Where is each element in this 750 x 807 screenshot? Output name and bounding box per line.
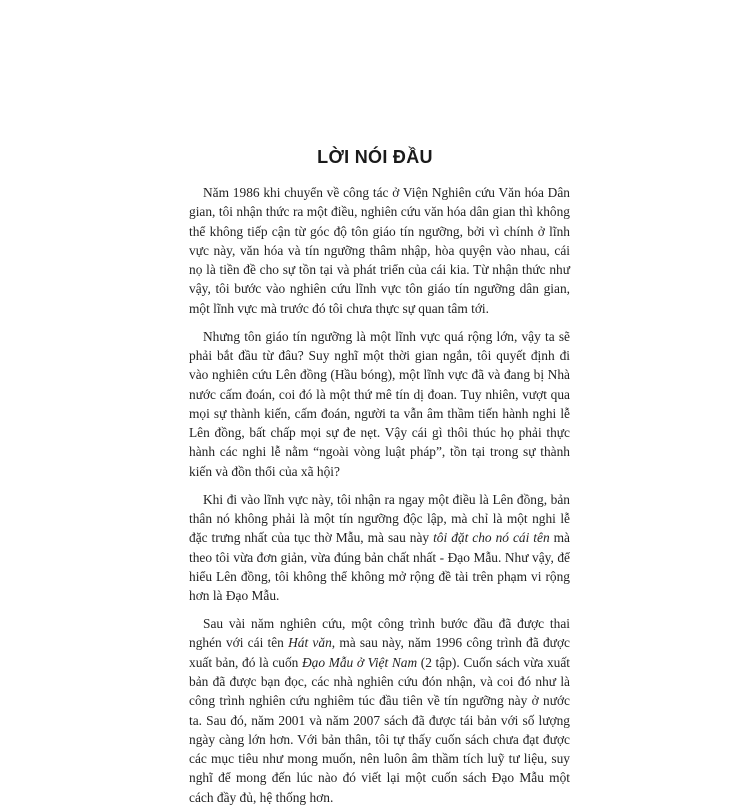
paragraph-4-text-c: (2 tập). Cuốn sách vừa xuất bản đã được bạn đọc, các nhà nghiên cứu đón nhận, và coi đó như là công trình nghiên cứu nghiêm túc đầu tiên về tín ngưỡng này ở nước ta. Sau đó, năm 2001 và năm 2007 sách đã được tái bản với số lượng ngày càng lớn hơn. Với bản thân, tôi tự thấy cuốn sách chưa đạt được các mục tiêu như mong muốn, nên luôn âm thầm tích luỹ tư liệu, suy nghĩ để mong đến lúc nào đó viết lại một cuốn sách Đạo Mẫu một cách đầy đủ, hệ thống hơn. <box>189 654 571 805</box>
paragraph-3-italic-phrase: tôi đặt cho nó cái tên <box>433 530 550 546</box>
paragraph-4-text-b: , mà sau này, năm 1996 công trình đã được xuất bản, đó là cuốn <box>189 635 570 670</box>
paragraph-4 <box>189 614 570 807</box>
paragraph-4-italic-title-book: Đạo Mẫu ở Việt Nam <box>301 654 418 670</box>
page-title: LỜI NÓI ĐẦU <box>317 147 433 167</box>
paragraph-2-text: Nhưng tôn giáo tín ngưỡng là một lĩnh vực quá rộng lớn, vậy ta sẽ phải bắt đầu từ đâu? Suy nghĩ một thời gian ngắn, tôi quyết định đi vào nghiên cứu Lên đồng (Hầu bóng), một lĩnh vực đã và đang bị Nhà nước cấm đoán, coi đó là một thứ mê tín dị đoan. Tuy nhiên, vượt qua mọi sự thành kiến, cấm đoán, người ta vẫn âm thầm tiến hành nghi lễ Lên đồng, bất chấp mọi sự đe nẹt. Vậy cái gì thôi thúc họ phải thực hành các nghi lễ nằm “ngoài vòng luật pháp”, tồn tại trong sự thành kiến và đồn thổi của xã hội? <box>189 328 570 479</box>
paragraph-1-text: Năm 1986 khi chuyển về công tác ở Viện Nghiên cứu Văn hóa Dân gian, tôi nhận thức ra một điều, nghiên cứu văn hóa dân gian thì không thể không tiếp cận từ góc độ tôn giáo tín ngưỡng, bởi vì chính ở lĩnh vực này, văn hóa và tín ngưỡng thâm nhập, hòa quyện vào nhau, cái nọ là tiền đề cho sự tồn tại và phát triển của cái kia. Từ nhận thức như vậy, tôi bước vào nghiên cứu lĩnh vực tôn giáo tín ngưỡng dân gian, một lĩnh vực mà trước đó tôi chưa thực sự quan tâm tới. <box>189 185 570 316</box>
paragraph-4-italic-title-hat-van: Hát văn <box>288 635 332 651</box>
paragraph-3-text-a: Khi đi vào lĩnh vực này, tôi nhận ra ngay một điều là Lên đồng, bản thân nó không phải là một tín ngưỡng độc lập, mà chỉ là một nghi lễ đặc trưng nhất của tục thờ Mẫu, mà sau này <box>189 491 570 546</box>
paragraph-2 <box>189 327 570 481</box>
paragraph-3 <box>189 490 570 606</box>
paragraph-3-text-b: mà theo tôi vừa đơn giản, vừa đúng bản chất nhất - Đạo Mẫu. Như vậy, để hiểu Lên đồng, tôi không thể không mở rộng đề tài trên phạm vi rộng hơn là Đạo Mẫu. <box>189 530 570 604</box>
paragraph-4-text-a: Sau vài năm nghiên cứu, một công trình bước đầu đã được thai nghén với cái tên <box>189 616 570 651</box>
paragraph-1 <box>189 183 570 318</box>
body-text <box>189 183 570 807</box>
